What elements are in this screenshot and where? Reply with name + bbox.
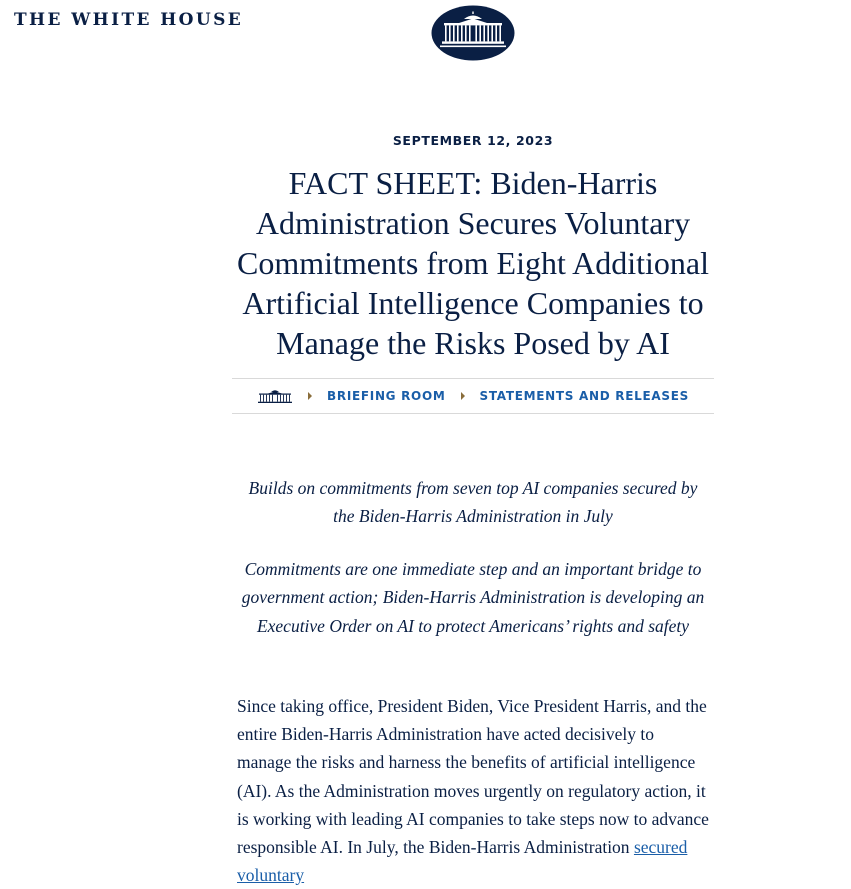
chevron-right-icon xyxy=(461,392,465,400)
body-paragraph-text: Since taking office, President Biden, Vice President Harris, and the entire Biden-Harris Administration have acted decisively to manage the risks and harness the benefits of artificial intelligence (AI). As the Administration moves urgently on regulatory action, it is working with leading AI companies to take steps now to advance responsible AI. In July, the Biden-Harris Administration xyxy=(237,696,709,858)
site-title-link[interactable]: THE WHITE HOUSE xyxy=(14,10,244,30)
breadcrumb-briefing-room[interactable]: BRIEFING ROOM xyxy=(327,389,446,403)
breadcrumb-statements-and-releases[interactable]: STATEMENTS AND RELEASES xyxy=(479,389,689,403)
chevron-right-icon xyxy=(308,392,312,400)
article-body xyxy=(237,692,709,889)
white-house-seal-icon[interactable] xyxy=(431,5,515,61)
publish-date: SEPTEMBER 12, 2023 xyxy=(392,133,554,148)
white-house-icon[interactable] xyxy=(257,388,293,404)
page-title: FACT SHEET: Biden-Harris Administration Secures Voluntary Commitments from Eight Additional Artificial Intelligence Companies to Manage the Risks Posed by AI xyxy=(237,165,709,361)
breadcrumb xyxy=(232,378,714,414)
subheading: Builds on commitments from seven top AI companies secured by the Biden-Harris Administration in July xyxy=(248,478,698,527)
subheading: Commitments are one immediate step and an important bridge to government action; Biden-Harris Administration is developing an Executive Order on AI to protect Americans’ rights and safety xyxy=(241,559,705,636)
secured-voluntary-link[interactable]: secured voluntary xyxy=(237,837,688,886)
